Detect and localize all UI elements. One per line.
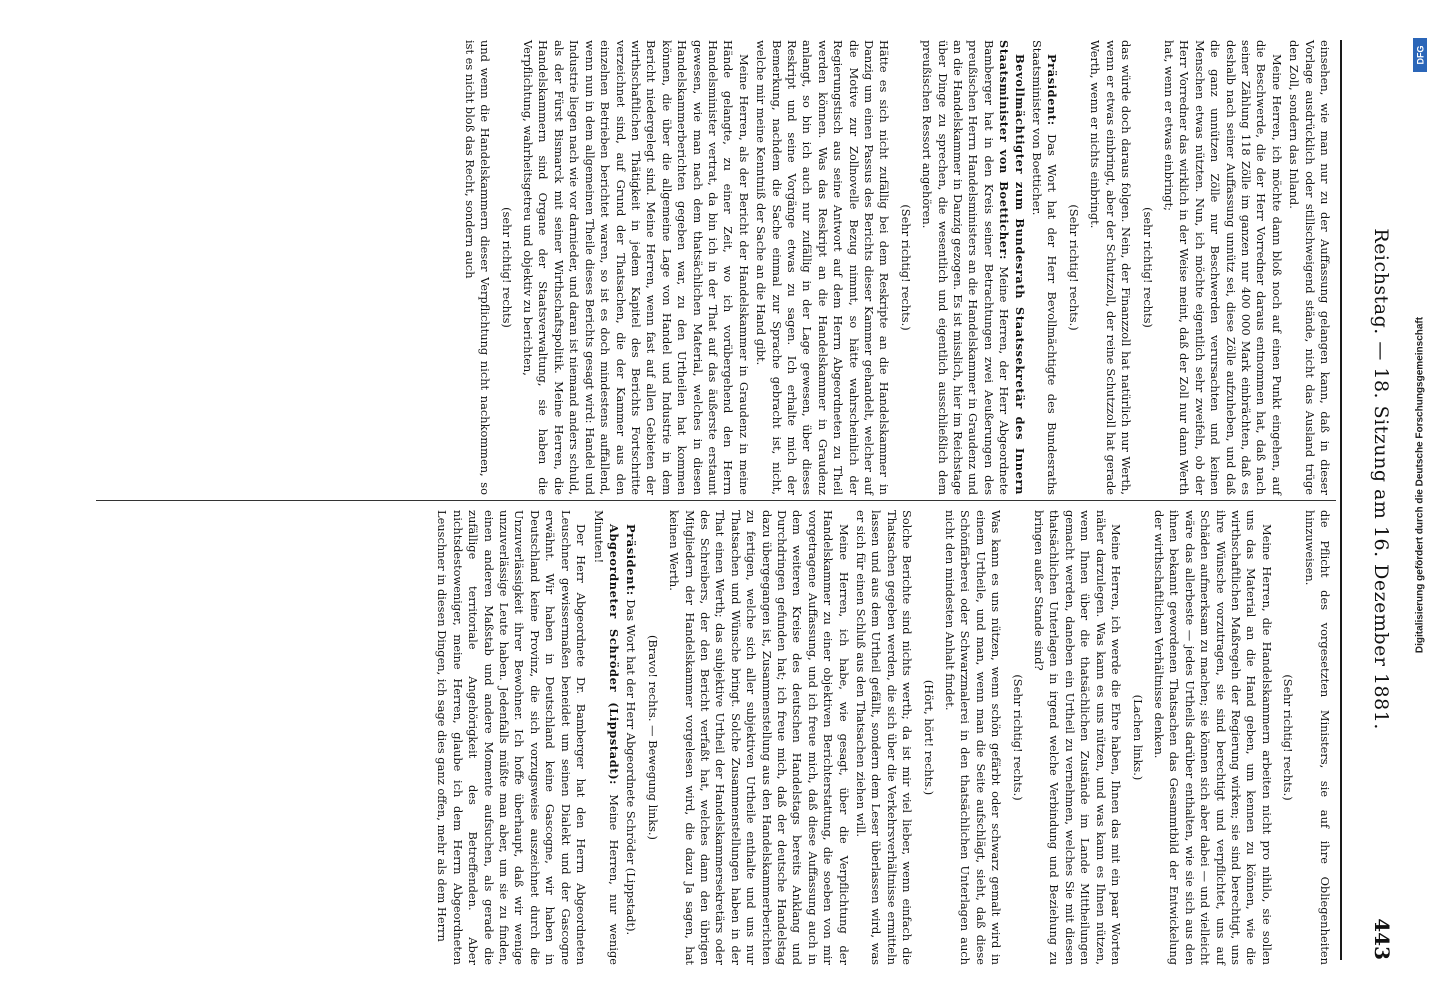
speaker-name: Abgeordneter Schröder (Lippstadt):	[606, 524, 621, 785]
interjection: (Sehr richtig! rechts.)	[1281, 674, 1296, 801]
interjection: (Lachen links.)	[1130, 694, 1145, 781]
left-column	[459, 40, 1332, 495]
speaker-paragraph	[919, 40, 1027, 495]
dfg-logo	[1413, 38, 1427, 72]
digitization-note: Digitalisierung gefördert durch die Deutsche Forschungsgemeinschaft	[1414, 316, 1426, 654]
right-column	[432, 510, 1332, 965]
speaker-name: Bevollmächtigter zum Bundesrath Staatssekretär des Innern Staatsminister von Boetticher:	[997, 40, 1027, 495]
header-rule	[1340, 40, 1342, 960]
paragraph: einsehen, wie man nur zu der Auffassung gelangen kann, daß in dieser Vorlage ausdrücklich oder stillschweigend stände, nicht das Ausland trüge den Zoll, sondern das Inland.	[1287, 40, 1332, 495]
speech-text: Meine Herren, der Herr Abgeordnete Bamberger hat in den Kreis seiner Betrachtungen zwei Aeußerungen des preußischen Herrn Handelsministers an die Handelskammer in Graudenz und an die Handelskammer in Danzig gezogen. Es ist misslich, hier im Reichstage über Dinge zu sprechen, die wesentlich und eigentlich ausschließlich dem preußischen Ressort angehören.	[920, 40, 1012, 495]
paragraph: Der Herr Abgeordnete Dr. Bamberger hat den Herrn Abgeordneten Leuschner gewissermaßen beneidet um seinen Dialekt und der Gascogne erwähnt. Wir haben in Deutschland keine Gascogne, wir haben in Deutschland keine Provinz, die sich vorzugsweise auszeichnet durch die Unzuverlässigkeit ihrer Bewohner. Ich hoffe überhaupt, daß wir wenige unzuverlässige Leute haben. Jedenfalls müßte man aber, um sie zu finden, einen anderen Maßstab und andere Momente aufsuchen, als gerade die zufällige territoriale Angehörigkeit des Betreffenden. Aber nichtsdestoweniger, meine Herren, glaube ich dem Herrn Abgeordneten Leuschner in diesen Dingen, ich sage dies ganz offen, mehr als dem Herrn	[435, 510, 589, 965]
paragraph: Meine Herren, ich möchte dann bloß noch auf einen Punkt eingehen, auf die Beschwerde, die der Herr Vorredner daraus entnommen hat, daß nach seiner Zählung 118 Zölle im ganzen nur 400 000 Mark einbrächten, daß es deshalb nach seiner Auffassung unnütz sei, diese Zölle aufzuheben, und daß die ganz unnützen Zölle nur Beschwerden verursachten und keinen Menschen etwas nützten. Nun, ich möchte eigentlich sehr zweifeln, ob der Herr Vorredner das wirklich in der Weise meint, daß der Zoll nur dann Werth hat, wenn er etwas einbringt;	[1161, 40, 1284, 495]
interjection: (Sehr richtig! rechts.)	[898, 204, 913, 331]
speaker-paragraph	[590, 510, 621, 965]
digitization-sidebar	[1412, 20, 1428, 950]
paragraph: das würde doch daraus folgen. Nein, der Finanzzoll hat natürlich nur Werth, wenn er etwas einbringt, aber der Schutzzoll, der reine Schutzzoll hat gerade Werth, wenn er nichts einbringt.	[1088, 40, 1134, 495]
speaker-name: Präsident:	[1045, 54, 1060, 126]
paragraph: die Pflicht des vorgesetzten Ministers, sie auf ihre Obliegenheiten hinzuweisen.	[1302, 510, 1332, 965]
paragraph: Hätte es sich nicht zufällig bei dem Reskripte an die Handelskammer in Danzig um einen Passus des Berichts dieser Kammer gehandelt, welcher auf die Motive zur Zollnovelle Bezug nimmt, so hätte wahrscheinlich der Regierungstisch aus seine Antwort auf dem Herrn Abgeordneten zu Theil werden können. Was das Reskript an die Handelskammer in Graudenz anlangt, so bin ich auch nur zufällig in der Lage gewesen, über dieses Reskript und seine Vorgänge etwas zu sagen. Ich erhalte mich der Bemerkung, nachdem die Sache einmal zur Sprache gebracht ist, nicht, welche mir meine Kenntniß der Sache an die Hand gibt.	[754, 40, 892, 495]
paragraph: Meine Herren, ich habe, wie gesagt, über die Verpflichtung der Handelskammer zu einer objektiven Berichterstattung, die soeben von mir vorgetragene Auffassung, und ich freue mich, daß diese Auffassung auch in dem weiteren Kreise des deutschen Handelstags bereits Anklang und Durchdringen gefunden hat; ich freue mich, daß der deutsche Handelstag dazu übergegangen ist, Zusammenstellung aus den Handelskammerberichten zu fertigen, welche sich aller subjektiven Urtheile enthalte und uns nur Thatsachen und Wünsche bringt. Solche Zusammenstellungen haben in der That einen Werth; das subjektive Urtheil der Handelskammersekretärs oder des Schreibers, der den Bericht verfaßt hat, welches dann den übrigen Mitgliedern der Handelskammer vorgelesen wird, die dazu Ja sagen, hat keinen Werth.	[667, 510, 851, 965]
speech-text: Das Wort hat der Herr Bevollmächtigte des Bundesraths Staatsminister von Boetticher.	[1030, 40, 1060, 496]
paragraph: Meine Herren, ich werde die Ehre haben, Ihnen das mit ein paar Worten näher darzulegen. Was kann es uns nützen, und was kann es Ihnen nützen, wenn Ihnen über die thatsächlichen Zustände im Lande Mittheilungen gemacht werden, daneben ein Urtheil zu vernehmen, welches Sie mit diesen thatsächlichen Unterlagen in irgend welche Verbindung und Beziehung zu bringen außer Stande sind?	[1032, 510, 1124, 965]
running-title: Reichstag. — 18. Sitzung am 16. Dezember 1881.	[1370, 228, 1392, 730]
paragraph: Meine Herren, die Handelskammern arbeiten nicht pro nihilo, sie sollen uns das Material an die Hand geben, um kennen zu können, wie die wirthschaftlichen Maßregeln der Regierung wirken; sie sind berechtigt, uns ihre Wünsche vorzutragen, sie sind berechtigt und verpflichtet, uns auf Schäden aufmerksam zu machen; sie können sich aber dabei — und vielleicht wäre das allerbeste — jedes Urtheils darüber enthalten, wie sie sich aus den ihnen bekannt gewordenen Thatsachen das Gesammtbild der Entwickelung der wirthschaftlichen Verhältnisse denken.	[1151, 510, 1274, 965]
interjection: (Sehr richtig! rechts.)	[1066, 204, 1081, 331]
dfg-logo-text: DFG	[1415, 45, 1425, 65]
page-header	[1370, 40, 1410, 960]
paragraph: Meine Herren, als der Bericht der Handelskammer in Graudenz in meine Hände gelangte, zu einer Zeit, wo ich vorübergehend den Herrn Handelsminister vertrat, da bin ich in der That auf das äußerste erstaunt gewesen, wie man nach dem thatsächlichen Material, welches in diesen Handelskammerberichten gegeben war, zu den Urtheilen hat kommen können, die über die allgemeine Lage von Handel und Industrie in dem Bericht niedergelegt sind. Meine Herren, wenn fast auf allen Gebieten der wirthschaftlichen Thätigkeit in jedem Kapitel des Berichts Fortschritte verzeichnet sind, auf Grund der Thatsachen, die der Kammer aus den einzelnen Betrieben berichtet waren, so ist es doch mindestens auffallend, wenn nun in dem allgemeinen Theile dieses Berichts gesagt wird: Handel und Industrie liegen nach wie vor darnieder, und daran ist niemand anders schuld, als der Fürst Bismarck mit seiner Wirthschaftspolitik. Meine Herren, die Handelskammern sind Organe der Staatsverwaltung, sie haben die Verpflichtung, wahrheitsgetreu und objektiv zu berichten,	[521, 40, 751, 495]
paragraph: Was kann es uns nützen, wenn schön gefärbt oder schwarz gemalt wird in einem Urtheile, und man, wenn man die Seite aufschlägt, sieht, daß diese Schönfärberei oder Schwarzmalerei in den thatsächlichen Unterlagen auch nicht den mindesten Anhalt findet.	[943, 510, 1004, 965]
interjection: (sehr richtig! rechts)	[1140, 207, 1155, 328]
interjection: (sehr richtig! rechts)	[499, 207, 514, 328]
paragraph: und wenn die Handelskammern dieser Verpflichtung nicht nachkommen, so ist es nicht bloß das Recht, sondern auch	[462, 40, 493, 495]
interjection: (Hört, hört! rechts.)	[921, 679, 936, 796]
speech-text: Das Wort hat der Herr Abgeordnete Schröder (Lippstadt).	[624, 599, 639, 936]
speech-text: Meine Herren, nur wenige Minuten!	[591, 510, 621, 966]
column-divider	[96, 500, 1336, 501]
page-number: 443	[1370, 918, 1394, 960]
speaker-name: Präsident:	[624, 524, 639, 596]
speaker-paragraph	[1029, 40, 1060, 495]
paragraph: Solche Berichte sind nichts werth; da ist mir viel lieber, wenn einfach die Thatsachen gegeben werden, die sich über die Verkehrsverhältnisse ermitteln lassen und aus dem Urtheil gefällt, sondern dem Leser überlassen wird, was er sich für einen Schluß aus den Thatsachen ziehen will.	[854, 510, 915, 965]
interjection: (Sehr richtig! rechts.)	[1010, 674, 1025, 801]
speaker-paragraph	[623, 510, 638, 965]
interjection: (Bravo! rechts. — Bewegung links.)	[645, 634, 660, 841]
